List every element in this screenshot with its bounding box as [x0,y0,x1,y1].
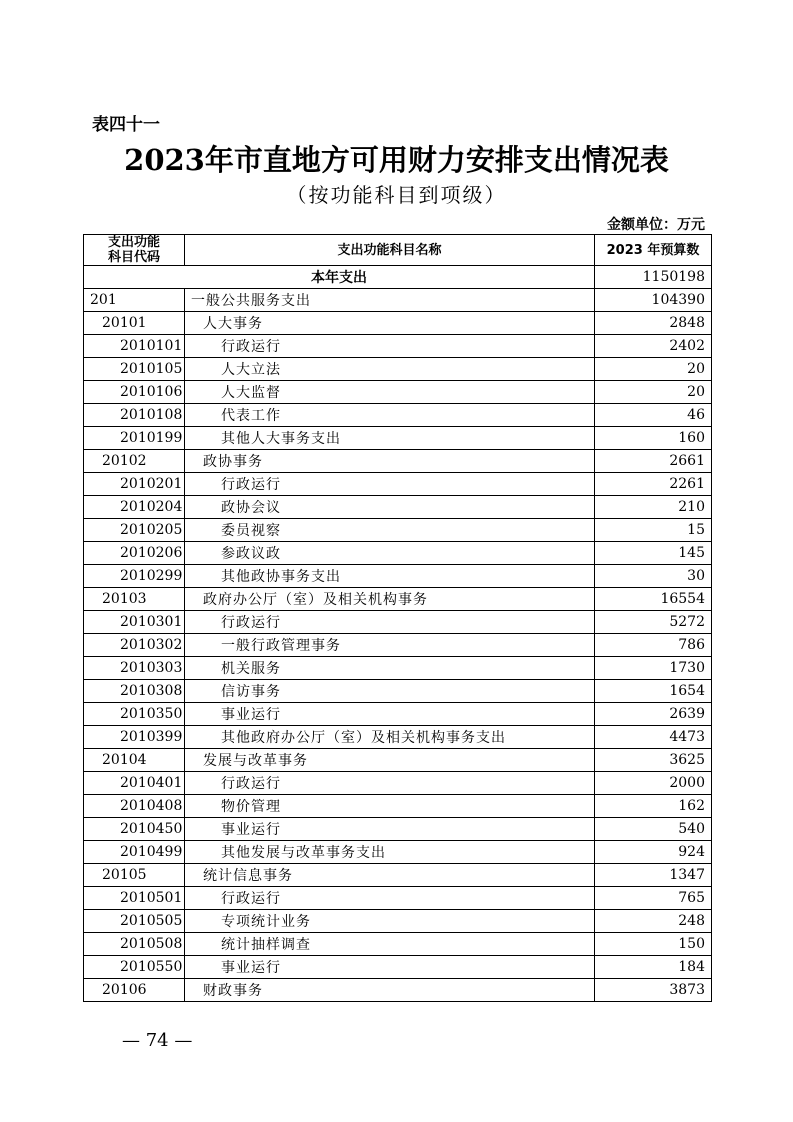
table-row [84,312,712,335]
total-label: 本年支出 [84,266,595,289]
row-name: 财政事务 [185,979,595,1002]
row-name: 事业运行 [185,818,595,841]
table-row [84,818,712,841]
header-code [84,235,185,266]
row-amount: 2261 [595,473,712,496]
header-name: 支出功能科目名称 [185,235,595,266]
table-row [84,565,712,588]
row-code: 2010501 [84,887,185,910]
row-code: 2010201 [84,473,185,496]
table-row [84,772,712,795]
row-name: 事业运行 [185,703,595,726]
table-row [84,450,712,473]
row-amount: 20 [595,358,712,381]
row-name: 行政运行 [185,887,595,910]
table-row [84,956,712,979]
row-code: 2010302 [84,634,185,657]
row-amount: 2848 [595,312,712,335]
row-code: 20104 [84,749,185,772]
row-name: 其他政协事务支出 [185,565,595,588]
table-row [84,542,712,565]
table-row [84,795,712,818]
table-row [84,726,712,749]
row-amount: 104390 [595,289,712,312]
row-amount: 786 [595,634,712,657]
row-amount: 3625 [595,749,712,772]
row-name: 一般行政管理事务 [185,634,595,657]
row-code: 201 [84,289,185,312]
row-name: 信访事务 [185,680,595,703]
row-name: 行政运行 [185,473,595,496]
table-row [84,933,712,956]
row-code: 2010401 [84,772,185,795]
page-title: 2023年市直地方可用财力安排支出情况表 [124,143,669,177]
row-name: 专项统计业务 [185,910,595,933]
table-row [84,496,712,519]
row-amount: 3873 [595,979,712,1002]
row-amount: 150 [595,933,712,956]
row-code: 20106 [84,979,185,1002]
row-amount: 210 [595,496,712,519]
row-code: 2010206 [84,542,185,565]
row-amount: 1654 [595,680,712,703]
row-name: 政协会议 [185,496,595,519]
row-code: 2010505 [84,910,185,933]
table-row [84,749,712,772]
total-amount: 1150198 [595,266,712,289]
table-row [84,703,712,726]
row-name: 参政议政 [185,542,595,565]
row-name: 事业运行 [185,956,595,979]
row-amount: 46 [595,404,712,427]
row-name: 其他人大事务支出 [185,427,595,450]
row-code: 20101 [84,312,185,335]
row-code: 2010499 [84,841,185,864]
table-row [84,841,712,864]
page-subtitle: （按功能科目到项级） [286,183,507,207]
row-name: 发展与改革事务 [185,749,595,772]
row-name: 物价管理 [185,795,595,818]
row-code: 2010550 [84,956,185,979]
page-number: — 74 — [122,1030,193,1051]
row-amount: 2402 [595,335,712,358]
budget-table [83,234,712,1002]
table-row [84,887,712,910]
table-row [84,588,712,611]
row-code: 2010508 [84,933,185,956]
row-name: 代表工作 [185,404,595,427]
row-amount: 2639 [595,703,712,726]
row-amount: 2000 [595,772,712,795]
row-code: 2010101 [84,335,185,358]
table-row [84,680,712,703]
row-amount: 30 [595,565,712,588]
row-amount: 15 [595,519,712,542]
row-amount: 162 [595,795,712,818]
header-code-line2: 科目代码 [107,250,160,265]
table-row [84,335,712,358]
amount-unit: 金额单位：万元 [607,217,705,233]
row-amount: 765 [595,887,712,910]
row-code: 2010350 [84,703,185,726]
row-code: 2010204 [84,496,185,519]
row-code: 2010299 [84,565,185,588]
row-code: 20103 [84,588,185,611]
row-code: 2010308 [84,680,185,703]
row-code: 2010450 [84,818,185,841]
row-amount: 4473 [595,726,712,749]
row-name: 一般公共服务支出 [185,289,595,312]
row-name: 机关服务 [185,657,595,680]
row-name: 人大立法 [185,358,595,381]
table-row [84,473,712,496]
row-name: 政协事务 [185,450,595,473]
row-name: 统计信息事务 [185,864,595,887]
row-amount: 924 [595,841,712,864]
row-code: 2010108 [84,404,185,427]
row-amount: 248 [595,910,712,933]
row-amount: 1347 [595,864,712,887]
row-name: 委员视察 [185,519,595,542]
row-amount: 145 [595,542,712,565]
row-name: 统计抽样调查 [185,933,595,956]
row-amount: 540 [595,818,712,841]
row-code: 2010399 [84,726,185,749]
table-row [84,427,712,450]
row-amount: 160 [595,427,712,450]
row-amount: 2661 [595,450,712,473]
row-code: 2010105 [84,358,185,381]
row-code: 2010303 [84,657,185,680]
table-row [84,864,712,887]
row-name: 其他政府办公厅（室）及相关机构事务支出 [185,726,595,749]
row-amount: 16554 [595,588,712,611]
table-label: 表四十一 [92,115,160,135]
table-body [84,266,712,1002]
row-name: 行政运行 [185,335,595,358]
row-code: 20105 [84,864,185,887]
row-amount: 20 [595,381,712,404]
header-row [84,235,712,266]
row-name: 政府办公厅（室）及相关机构事务 [185,588,595,611]
row-code: 2010199 [84,427,185,450]
table-row [84,381,712,404]
row-code: 20102 [84,450,185,473]
table-row [84,910,712,933]
row-amount: 5272 [595,611,712,634]
table-row [84,404,712,427]
table-row [84,519,712,542]
table-row [84,657,712,680]
row-name: 行政运行 [185,611,595,634]
row-code: 2010106 [84,381,185,404]
row-amount: 184 [595,956,712,979]
header-budget: 2023 年预算数 [595,235,712,266]
row-name: 其他发展与改革事务支出 [185,841,595,864]
table-row [84,611,712,634]
table-row [84,634,712,657]
row-amount: 1730 [595,657,712,680]
table-row [84,358,712,381]
row-name: 人大监督 [185,381,595,404]
total-row [84,266,712,289]
header-code-line1: 支出功能 [107,235,160,250]
row-code: 2010205 [84,519,185,542]
table-row [84,289,712,312]
row-code: 2010408 [84,795,185,818]
row-code: 2010301 [84,611,185,634]
row-name: 人大事务 [185,312,595,335]
row-name: 行政运行 [185,772,595,795]
table-row [84,979,712,1002]
